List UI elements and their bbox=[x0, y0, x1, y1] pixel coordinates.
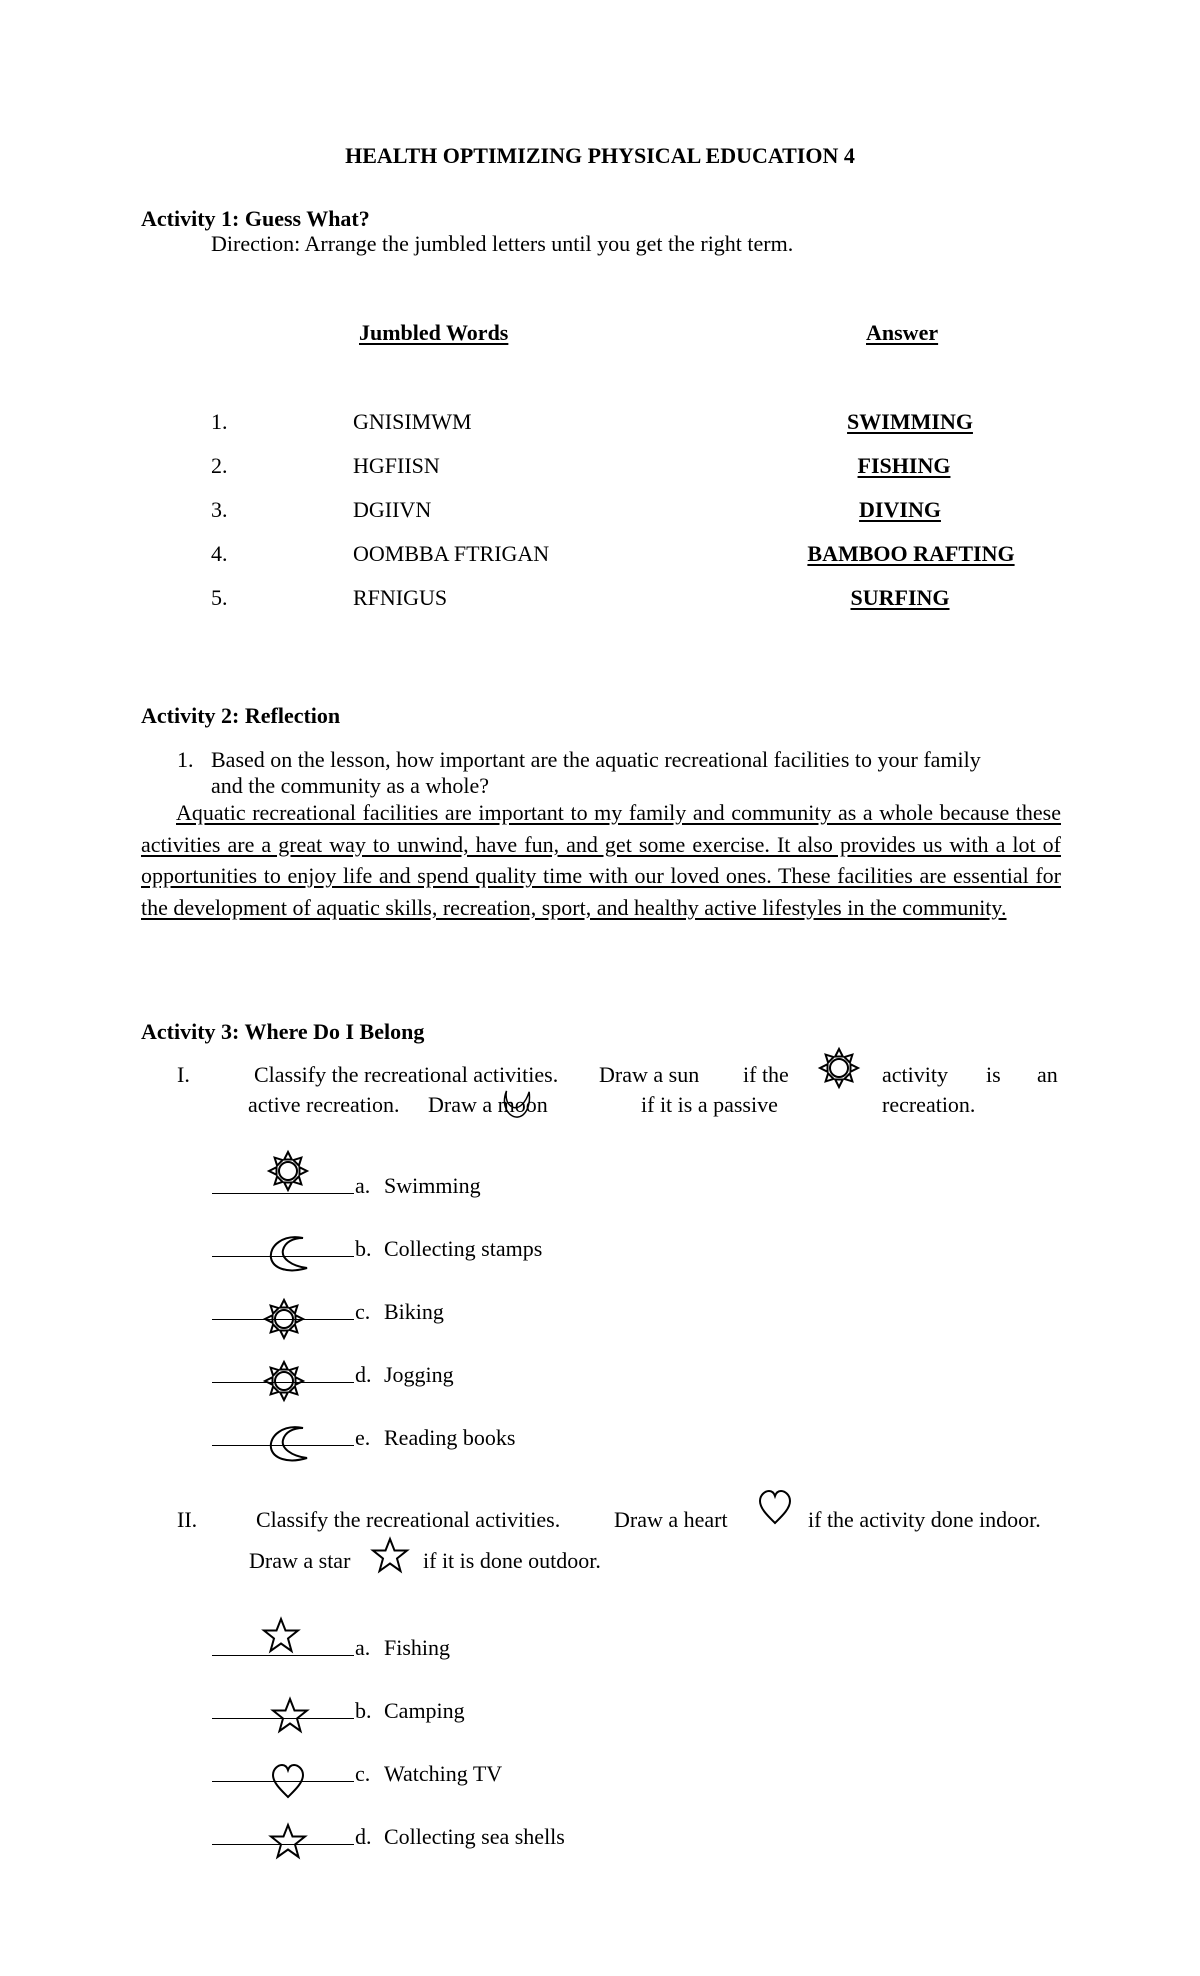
question-number: 1. bbox=[177, 747, 194, 772]
item-letter: d. bbox=[355, 1824, 372, 1849]
moon-icon bbox=[289, 1442, 290, 1443]
column-header-jumbled: Jumbled Words bbox=[359, 320, 509, 345]
part2-text: if it is done outdoor. bbox=[423, 1548, 601, 1573]
question-line-1: Based on the lesson, how important are the aquatic recreational facilities to your family bbox=[211, 747, 981, 772]
moon-icon bbox=[515, 1103, 516, 1104]
answer-blank bbox=[212, 1844, 354, 1845]
document-title: HEALTH OPTIMIZING PHYSICAL EDUCATION 4 bbox=[345, 143, 855, 168]
star-icon bbox=[290, 1716, 291, 1717]
row-number: 1. bbox=[211, 409, 228, 434]
part1-text: if it is a passive bbox=[641, 1092, 778, 1117]
part2-text: Classify the recreational activities. bbox=[256, 1507, 561, 1532]
answer-word: BAMBOO RAFTING bbox=[807, 541, 1015, 566]
part1-text: Draw a moon bbox=[428, 1092, 548, 1117]
item-letter: a. bbox=[355, 1173, 371, 1198]
item-letter: c. bbox=[355, 1299, 371, 1324]
answer-blank bbox=[212, 1655, 354, 1656]
answer-blank bbox=[212, 1193, 354, 1194]
row-number: 4. bbox=[211, 541, 228, 566]
answer-blank bbox=[212, 1382, 354, 1383]
item-letter: b. bbox=[355, 1236, 372, 1261]
answer-blank bbox=[212, 1781, 354, 1782]
activity1-heading: Activity 1: Guess What? bbox=[141, 206, 370, 231]
part2-number: II. bbox=[177, 1507, 198, 1532]
row-number: 3. bbox=[211, 497, 228, 522]
item-text: Collecting stamps bbox=[384, 1236, 543, 1261]
row-number: 5. bbox=[211, 585, 228, 610]
answer-word: DIVING bbox=[859, 497, 941, 522]
question-line-2: and the community as a whole? bbox=[211, 773, 489, 798]
part2-text: Draw a heart bbox=[614, 1507, 728, 1532]
jumbled-word: GNISIMWM bbox=[353, 409, 472, 434]
item-text: Swimming bbox=[384, 1173, 481, 1198]
moon-icon bbox=[289, 1252, 290, 1253]
row-number: 2. bbox=[211, 453, 228, 478]
answer-word: SWIMMING bbox=[847, 409, 973, 434]
item-text: Reading books bbox=[384, 1425, 516, 1450]
item-letter: c. bbox=[355, 1761, 371, 1786]
item-letter: d. bbox=[355, 1362, 372, 1387]
part1-text: if the bbox=[743, 1062, 789, 1087]
answer-blank bbox=[212, 1319, 354, 1320]
item-letter: a. bbox=[355, 1635, 371, 1660]
jumbled-word: RFNIGUS bbox=[353, 585, 448, 610]
jumbled-word: OOMBBA FTRIGAN bbox=[353, 541, 550, 566]
item-text: Jogging bbox=[384, 1362, 454, 1387]
reflection-answer: Aquatic recreational facilities are important to my family and community as a whole because these activities are a great way to unwind, have fun, and get some exercise. It also provides us with a lot of opportunities to enjoy life and spend quality time with our loved ones. These facilities are essential for the development of aquatic skills, recreation, sport, and healthy active lifestyles in the community. bbox=[141, 800, 1061, 920]
part1-text: Draw a sun bbox=[599, 1062, 700, 1087]
item-text: Fishing bbox=[384, 1635, 451, 1660]
part2-text: if the activity done indoor. bbox=[808, 1507, 1041, 1532]
sun-icon bbox=[839, 1068, 840, 1069]
part1-text: activity bbox=[882, 1062, 948, 1087]
sun-icon bbox=[284, 1381, 285, 1382]
column-header-answer: Answer bbox=[866, 320, 939, 345]
part1-text: an bbox=[1037, 1062, 1058, 1087]
part1-text: is bbox=[986, 1062, 1001, 1087]
jumbled-word: HGFIISN bbox=[353, 453, 440, 478]
activity2-heading: Activity 2: Reflection bbox=[141, 703, 341, 728]
item-text: Biking bbox=[384, 1299, 444, 1324]
answer-word: SURFING bbox=[850, 585, 950, 610]
part1-number: I. bbox=[177, 1062, 190, 1087]
answer-word: FISHING bbox=[857, 453, 951, 478]
heart-icon bbox=[775, 1507, 776, 1508]
sun-icon bbox=[288, 1171, 289, 1172]
item-text: Watching TV bbox=[384, 1761, 503, 1786]
jumbled-word: DGIIVN bbox=[353, 497, 432, 522]
part2-text: Draw a star bbox=[249, 1548, 351, 1573]
item-text: Camping bbox=[384, 1698, 465, 1723]
item-letter: e. bbox=[355, 1425, 371, 1450]
heart-icon bbox=[288, 1781, 289, 1782]
star-icon bbox=[288, 1842, 289, 1843]
item-letter: b. bbox=[355, 1698, 372, 1723]
sun-icon bbox=[284, 1319, 285, 1320]
part1-text: active recreation. bbox=[248, 1092, 400, 1117]
part1-text: Classify the recreational activities. bbox=[254, 1062, 559, 1087]
star-icon bbox=[281, 1636, 282, 1637]
activity3-heading: Activity 3: Where Do I Belong bbox=[141, 1019, 425, 1044]
item-text: Collecting sea shells bbox=[384, 1824, 565, 1849]
star-icon bbox=[390, 1556, 391, 1557]
part1-text: recreation. bbox=[882, 1092, 976, 1117]
activity1-direction: Direction: Arrange the jumbled letters until you get the right term. bbox=[211, 231, 794, 256]
